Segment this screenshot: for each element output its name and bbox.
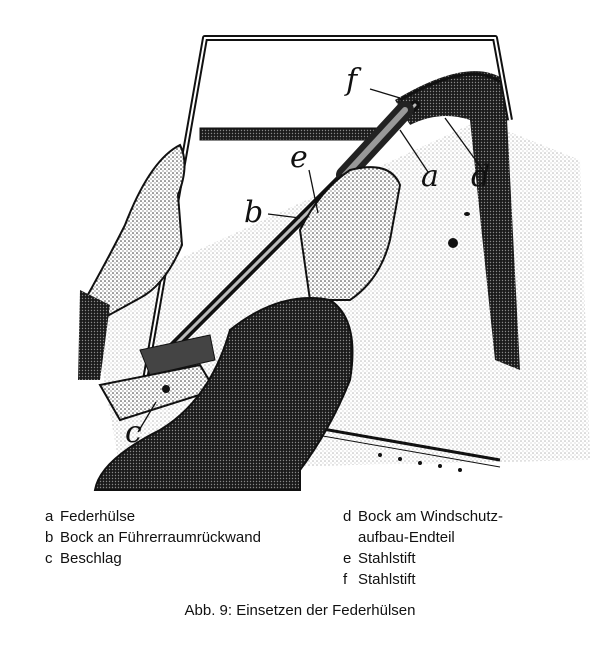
legend-text: Bock am Windschutz- <box>358 508 504 525</box>
legend-text: Stahlstift <box>358 550 416 567</box>
callout-c: c <box>125 415 142 450</box>
callout-e: e <box>290 140 308 175</box>
legend-letter: f <box>343 571 348 588</box>
legend-text-continuation: aufbau-Endteil <box>358 529 455 546</box>
legend-text: Bock an Führerraumrückwand <box>60 529 261 546</box>
legend-letter: e <box>343 550 352 567</box>
callout-b: b <box>244 195 264 230</box>
legend-item-e <box>343 548 583 569</box>
legend-letter: d <box>343 508 352 525</box>
legend-item-f <box>343 569 583 590</box>
frame-crossbar <box>200 128 380 140</box>
legend-letter: c <box>45 550 53 567</box>
figure-caption: Abb. 9: Einsetzen der Federhülsen <box>184 602 416 619</box>
callout-f: f <box>346 63 358 98</box>
legend-item-c <box>45 548 335 569</box>
legend-letter: a <box>45 508 54 525</box>
callout-a: a <box>421 159 439 194</box>
legend-right-column <box>343 506 583 590</box>
callout-d: d <box>471 159 491 194</box>
legend-item-a <box>45 506 335 527</box>
legend-item-b <box>45 527 335 548</box>
legend-left-column <box>45 506 335 569</box>
legend-text: Federhülse <box>60 508 136 525</box>
legend-item-d <box>343 506 583 527</box>
legend-text: Beschlag <box>60 550 122 567</box>
legend-letter: b <box>45 529 54 546</box>
legend-text: Stahlstift <box>358 571 416 588</box>
